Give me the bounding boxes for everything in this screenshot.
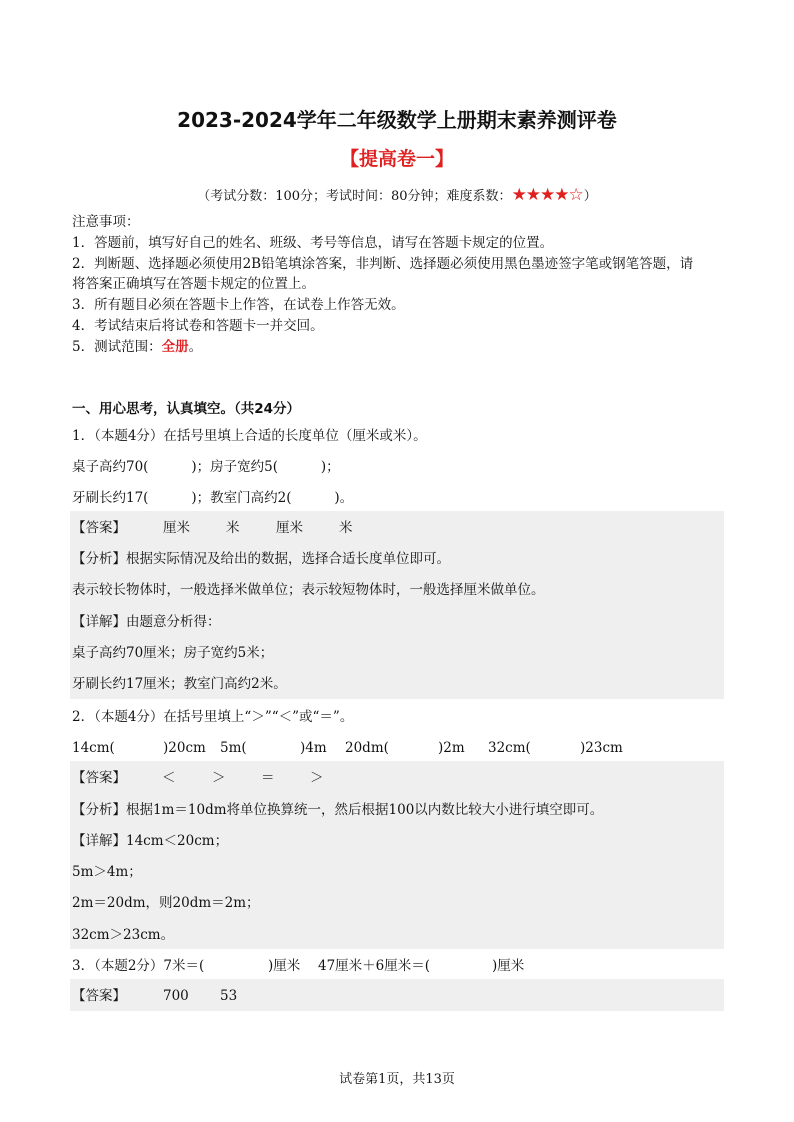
q3-stem-c: 47厘米＋6厘米＝(: [318, 958, 431, 974]
q3-answer-label: 【答案】: [72, 988, 126, 1004]
note-5: [72, 337, 202, 357]
q2-answer-1: ＜: [162, 770, 176, 786]
q1-answer-block: [70, 511, 724, 699]
note-3: 3．所有题目必须在答题卡上作答，在试卷上作答无效。: [72, 297, 405, 313]
q3-stem-b: )厘米: [268, 958, 301, 974]
q2-answer-2: ＞: [212, 770, 226, 786]
q2-item-4b: )23cm: [580, 740, 623, 756]
q3-stem-d: )厘米: [492, 958, 525, 974]
note-2a: 2．判断题、选择题必须使用2B铅笔填涂答案，非判断、选择题必须使用黑色墨迹签字笔或钢笔答题，请: [72, 256, 694, 272]
q1-detail-1: 桌子高约70厘米；房子宽约5米；: [72, 645, 274, 661]
q1-answer-label: 【答案】: [72, 520, 126, 536]
q1-answer-4: 米: [339, 520, 353, 536]
q1-answer-2: 米: [226, 520, 240, 536]
meta-prefix: （考试分数：100分；考试时间：80分钟；难度系数：: [197, 189, 512, 204]
q2-item-1a: 14cm(: [72, 740, 115, 756]
meta-suffix: ）: [583, 189, 597, 204]
page-footer: 试卷第1页，共13页: [339, 1072, 455, 1087]
q2-answer-4: ＞: [310, 770, 324, 786]
q2-answer-3: ＝: [261, 770, 275, 786]
section-1-title: 一、用心思考，认真填空。（共24分）: [72, 401, 301, 417]
q1-analysis-2: 表示较长物体时，一般选择米做单位；表示较短物体时，一般选择厘米做单位。: [72, 582, 545, 598]
q1-analysis: 【分析】根据实际情况及给出的数据，选择合适长度单位即可。: [72, 551, 450, 567]
notes-heading: 注意事项：: [72, 214, 140, 230]
note-2b: 将答案正确填写在答题卡规定的位置上。: [72, 276, 315, 292]
q1-detail-label: 【详解】由题意分析得：: [72, 614, 221, 630]
note-5-suffix: 。: [188, 339, 203, 355]
note-4: 4．考试结束后将试卷和答题卡一并交回。: [72, 318, 324, 334]
q2-stem: 2．（本题4分）在括号里填上“＞”“＜”或“＝”。: [72, 709, 354, 725]
q2-detail-1: 【详解】14cm＜20cm；: [72, 833, 229, 849]
q2-item-1b: )20cm: [163, 740, 206, 756]
q1-detail-2: 牙刷长约17厘米；教室门高约2米。: [72, 676, 287, 692]
q1-line-1: 桌子高约70( )；房子宽约5( )；: [72, 459, 340, 475]
q2-item-4a: 32cm(: [488, 740, 531, 756]
difficulty-stars-filled: ★★★★: [511, 185, 569, 205]
exam-title: 2023-2024学年二年级数学上册期末素养测评卷: [177, 108, 617, 132]
q2-item-3a: 20dm(: [345, 740, 389, 756]
exam-subtitle: 【提高卷一】: [339, 148, 454, 170]
note-5-scope: 全册: [161, 339, 189, 355]
q2-item-3b: )2m: [438, 740, 465, 756]
q1-stem: 1．（本题4分）在括号里填上合适的长度单位（厘米或米）。: [72, 428, 427, 444]
note-1: 1．答题前，填写好自己的姓名、班级、考号等信息，请写在答题卡规定的位置。: [72, 235, 554, 251]
q2-detail-2: 5m＞4m；: [72, 864, 142, 880]
q3-answer-2: 53: [220, 988, 238, 1004]
q3-stem-a: 3．（本题2分）7米＝(: [72, 958, 205, 974]
exam-meta: [0, 184, 794, 208]
q2-answer-block: [70, 761, 724, 949]
q1-answer-3: 厘米: [276, 520, 303, 536]
q2-detail-4: 32cm＞23cm。: [72, 927, 175, 943]
q2-answer-label: 【答案】: [72, 770, 126, 786]
note-5-prefix: 5．测试范围：: [72, 339, 162, 355]
q2-item-2a: 5m(: [220, 740, 247, 756]
q2-item-2b: )4m: [300, 740, 327, 756]
difficulty-star-empty: ☆: [568, 185, 584, 205]
q2-analysis: 【分析】根据1m＝10dm将单位换算统一，然后根据100以内数比较大小进行填空即可。: [72, 802, 604, 818]
q3-answer-1: 700: [163, 988, 189, 1004]
q1-line-2: 牙刷长约17( )；教室门高约2( )。: [72, 490, 354, 506]
q2-detail-3: 2m＝20dm，则20dm＝2m；: [72, 895, 260, 911]
q1-answer-1: 厘米: [163, 520, 190, 536]
